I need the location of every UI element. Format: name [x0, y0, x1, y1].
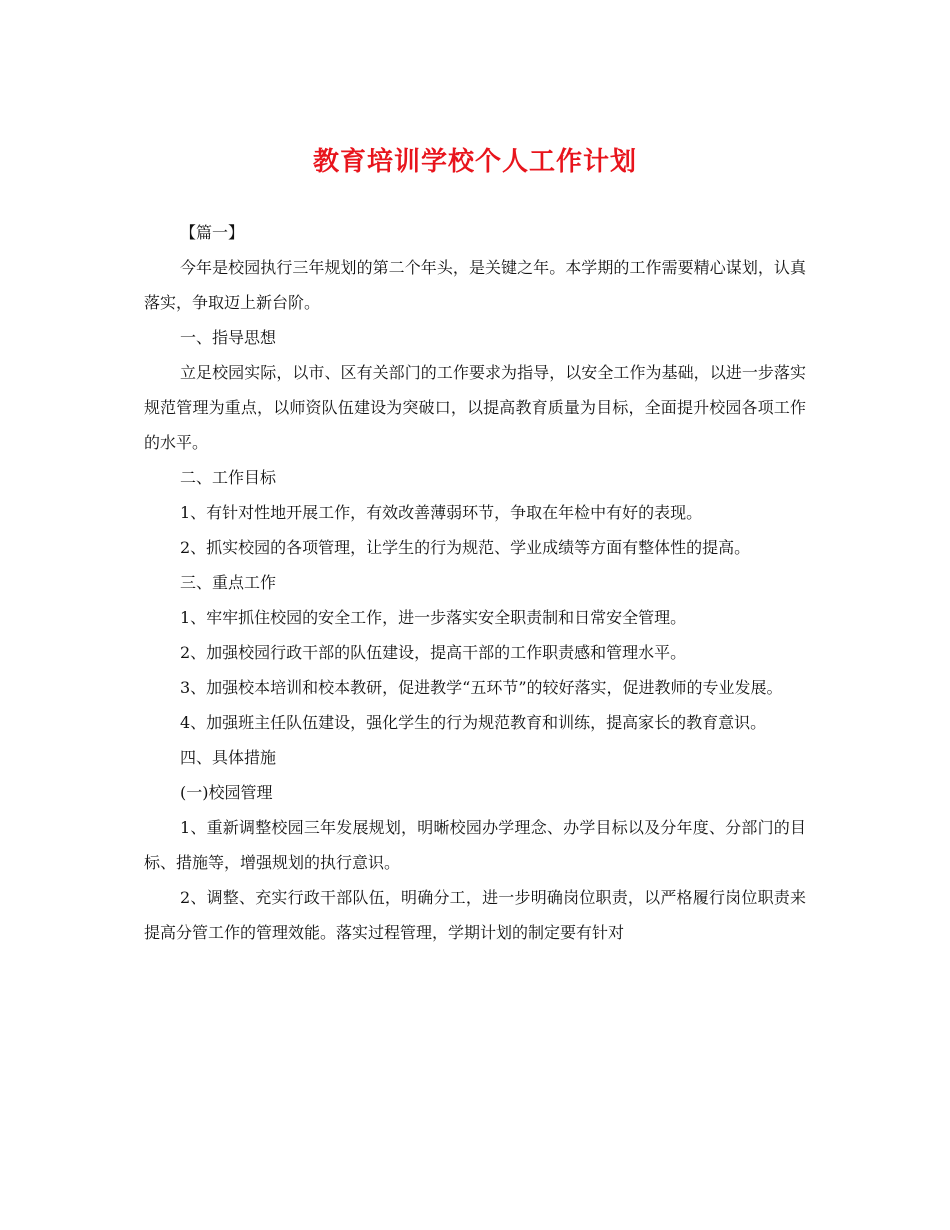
goal-item-2: 2、抓实校园的各项管理，让学生的行为规范、学业成绩等方面有整体性的提高。: [180, 538, 751, 557]
goal-item-1: 1、有针对性地开展工作，有效改善薄弱环节，争取在年检中有好的表现。: [180, 503, 703, 522]
subheading-campus-management: (一)校园管理: [180, 783, 273, 802]
heading-key-work: 三、重点工作: [180, 573, 277, 592]
measure-item-1: 1、重新调整校园三年发展规划，明晰校园办学理念、办学目标以及分年度、分部门的目标、措施等，增强规划的执行意识。: [144, 818, 806, 872]
document-title: 教育培训学校个人工作计划: [312, 147, 637, 177]
key-work-item-1: 1、牢牢抓住校园的安全工作，进一步落实安全职责制和日常安全管理。: [180, 608, 687, 627]
document-body: [144, 215, 806, 950]
intro-paragraph: 今年是校园执行三年规划的第二个年头，是关键之年。本学期的工作需要精心谋划，认真落实，争取迈上新台阶。: [144, 258, 806, 312]
key-work-item-2: 2、加强校园行政干部的队伍建设，提高干部的工作职责感和管理水平。: [180, 643, 687, 662]
section-label-pian-yi: 【篇一】: [180, 223, 245, 242]
key-work-item-3: 3、加强校本培训和校本教研，促进教学“五环节”的较好落实，促进教师的专业发展。: [180, 678, 783, 697]
guiding-thought-paragraph: 立足校园实际，以市、区有关部门的工作要求为指导，以安全工作为基础，以进一步落实规范管理为重点，以师资队伍建设为突破口，以提高教育质量为目标，全面提升校园各项工作的水平。: [144, 363, 806, 452]
heading-work-goals: 二、工作目标: [180, 468, 277, 487]
key-work-item-4: 4、加强班主任队伍建设，强化学生的行为规范教育和训练，提高家长的教育意识。: [180, 713, 767, 732]
measure-item-2: 2、调整、充实行政干部队伍，明确分工，进一步明确岗位职责，以严格履行岗位职责来提高分管工作的管理效能。落实过程管理，学期计划的制定要有针对: [144, 888, 806, 942]
heading-specific-measures: 四、具体措施: [180, 748, 277, 767]
heading-guiding-thought: 一、指导思想: [180, 328, 277, 347]
